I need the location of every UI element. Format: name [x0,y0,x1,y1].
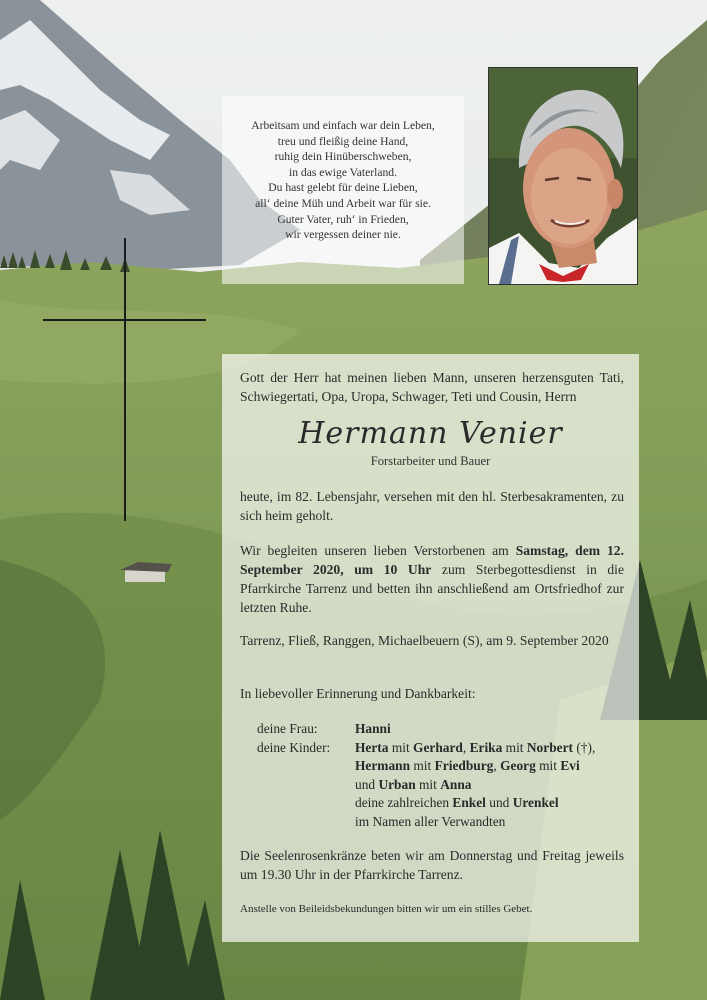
portrait-photo [488,67,638,285]
poem-line: Arbeitsam und einfach war dein Leben, [251,119,435,132]
poem-line: all‘ deine Müh und Arbeit war für sie. [255,196,431,210]
cross-vertical-bar [124,238,126,521]
children-label: deine Kinder: [257,739,331,755]
family-row-wife [257,720,627,739]
poem-line: ruhig dein Hinüberschweben, [274,150,412,164]
family-row-grandchildren: deine zahlreichen Enkel und Urenkel [355,795,559,811]
footer-note: Anstelle von Beileidsbekundungen bitten wir um ein stilles Gebet. [240,903,533,915]
poem-line: in das ewige Vaterland. [289,165,397,179]
poem-line: Du hast gelebt für deine Lieben, [268,181,418,195]
funeral-text [240,541,624,617]
cross-horizontal-bar [43,319,206,321]
poem [222,118,464,243]
obituary-panel [222,354,639,942]
funeral-text-before: Wir begleiten unseren lieben Verstorbenen am [240,543,516,558]
portrait-illustration [489,68,637,284]
family-row-children [257,739,627,758]
wife-name: Hanni [355,721,391,736]
poem-line: wir vergessen deiner nie. [285,228,401,242]
place-date: Tarrenz, Fließ, Ranggen, Michaelbeuern (S), am 9. September 2020 [240,633,609,648]
family-row-relatives: im Namen aller Verwandten [355,813,506,829]
occupation: Forstarbeiter und Bauer [370,454,491,468]
passing-text: heute, im 82. Lebensjahr, versehen mit den hl. Sterbesakramenten, zu sich heim geholt. [240,489,624,523]
funeral-text-after: zum Sterbegottesdienst in die Pfarrkirche Tarrenz und betten ihn anschließend am Ortsfriedhof zur letzten Ruhe. [240,562,624,615]
deceased-name: Hermann Venier [298,416,563,451]
poem-line: treu und fleißig deine Hand, [277,134,409,148]
children-names: Herta mit Gerhard, Erika mit Norbert (†), [355,739,596,755]
family-row: und Urban mit Anna [355,776,472,792]
rosary-text: Die Seelenrosenkränze beten wir am Donnerstag und Freitag jeweils um 19.30 Uhr in der Pfarrkirche Tarrenz. [240,848,624,882]
family-row: Hermann mit Friedburg, Georg mit Evi [355,758,580,774]
remembrance-line: In liebevoller Erinnerung und Dankbarkeit: [240,686,476,701]
family-list [257,720,627,832]
poem-box [222,96,464,284]
wife-label: deine Frau: [257,721,318,736]
funeral-date: Samstag, dem 12. September 2020, um 10 Uhr [240,543,624,577]
intro-text: Gott der Herr hat meinen lieben Mann, unseren herzensguten Tati, Schwiegertati, Opa, Uropa, Schwager, Teti und Cousin, Herrn [240,370,624,404]
poem-line: Guter Vater, ruh‘ in Frieden, [277,212,409,226]
